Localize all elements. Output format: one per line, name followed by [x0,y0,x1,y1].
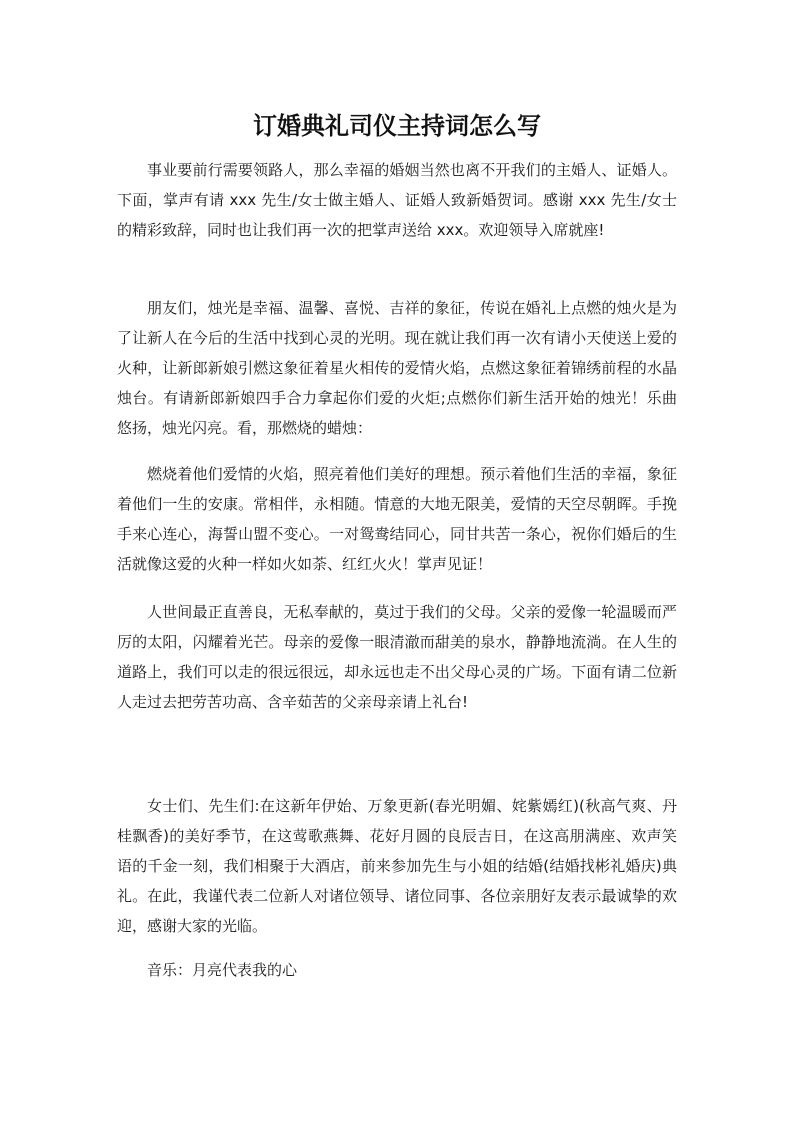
paragraph-parents-tribute: 人世间最正直善良，无私奉献的，莫过于我们的父母。父亲的爱像一轮温暖而严厉的太阳，闪耀着光芒。母亲的爱像一眼清澈而甜美的泉水，静静地流淌。在人生的道路上，我们可以走的很远很远，却永远也走不出父母心灵的广场。下面有请二位新人走过去把劳苦功高、含辛茹苦的父亲母亲请上礼台! [117,603,677,711]
paragraph-love-flame: 燃烧着他们爱情的火焰，照亮着他们美好的理想。预示着他们生活的幸福，象征着他们一生的安康。常相伴，永相随。情意的大地无限美，爱情的天空尽朝晖。手挽手来心连心，海誓山盟不变心。一对鸳鸯结同心，同甘共苦一条心，祝你们婚后的生活就像这爱的火种一样如火如荼、红红火火！掌声见证！ [117,465,677,573]
paragraph-music-cue: 音乐：月亮代表我的心 [147,961,298,979]
paragraph-candle-lighting: 朋友们，烛光是幸福、温馨、喜悦、吉祥的象征，传说在婚礼上点燃的烛火是为了让新人在今后的生活中找到心灵的光明。现在就让我们再一次有请小天使送上爱的火种，让新郎新娘引燃这象征着星火相传的爱情火焰，点燃这象征着锦绣前程的水晶烛台。有请新郎新娘四手合力拿起你们爱的火炬;点燃你们新生活开始的烛光！乐曲悠扬，烛光闪亮。看，那燃烧的蜡烛： [117,299,677,437]
paragraph-ladies-gentlemen-welcome: 女士们、先生们:在这新年伊始、万象更新(春光明媚、姹紫嫣红)(秋高气爽、丹桂飘香)的美好季节，在这莺歌燕舞、花好月圆的良辰吉日，在这高朋满座、欢声笑语的千金一刻，我们相聚于大酒店，前来参加先生与小姐的结婚(结婚找彬礼婚庆)典礼。在此，我谨代表二位新人对诸位领导、诸位同事、各位亲朋好友表示最诚挚的欢迎，感谢大家的光临。 [117,797,677,935]
document-title: 订婚典礼司仪主持词怎么写 [253,112,541,140]
paragraph-witness-introduction: 事业要前行需要领路人，那么幸福的婚姻当然也离不开我们的主婚人、证婚人。下面，掌声有请 xxx 先生/女士做主婚人、证婚人致新婚贺词。感谢 xxx 先生/女士的精彩致辞，同时也让我们再一次的把掌声送给 xxx。欢迎领导入席就座! [117,161,677,239]
